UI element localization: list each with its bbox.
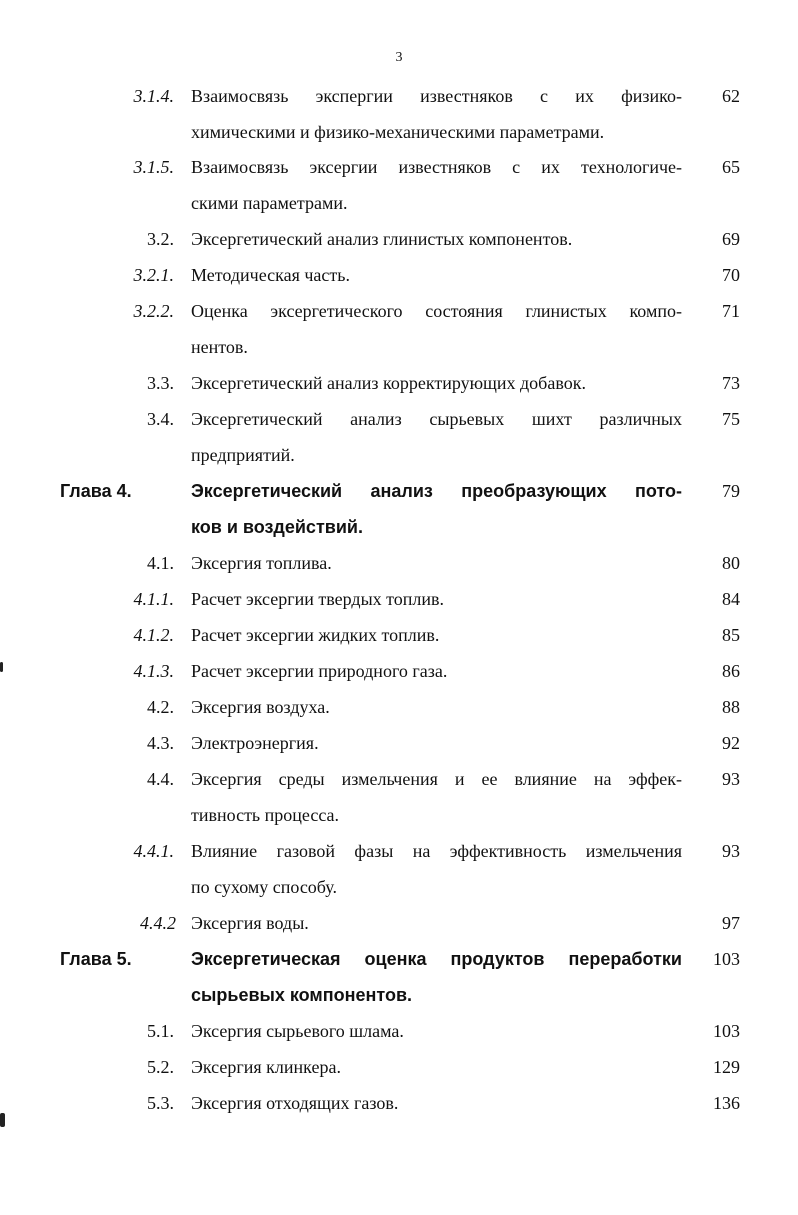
toc-entry-title-line: Эксергия сырьевого шлама. — [191, 1021, 404, 1041]
toc-entry-title-line: скими параметрами. — [191, 193, 348, 213]
toc-entry-number: 4.1.2. — [133, 625, 174, 645]
toc-entry-number: 5.1. — [147, 1021, 174, 1041]
chapter-number: Глава 5. — [60, 949, 132, 969]
toc-entry-page: 92 — [722, 733, 740, 753]
toc-entry-page: 71 — [722, 301, 740, 321]
chapter-title-line: Эксергетическая оценка продуктов переработки — [191, 949, 682, 969]
toc-entry-page: 103 — [713, 1021, 740, 1041]
toc-entry-number: 4.1.3. — [133, 661, 174, 681]
toc-entry-title-line: Оценка эксергетического состояния глинистых компо- — [191, 301, 682, 321]
toc-entry-title-line: Эксергетический анализ сырьевых шихт различных — [191, 409, 682, 429]
toc-entry-title-line: Эксергия отходящих газов. — [191, 1093, 399, 1113]
chapter-title-line: ков и воздействий. — [191, 517, 363, 537]
toc-entry-page: 70 — [722, 265, 740, 285]
toc-entry-title-line: Эксергия воздуха. — [191, 697, 330, 717]
toc-entry-title-line: Расчет эксергии природного газа. — [191, 661, 448, 681]
toc-entry-number: 4.1. — [147, 553, 174, 573]
toc-entry-number: 4.4. — [147, 769, 174, 789]
toc-entry-title-line: Методическая часть. — [191, 265, 350, 285]
scan-artifact — [0, 662, 3, 672]
toc-entry-title-line: Расчет эксергии жидких топлив. — [191, 625, 440, 645]
toc-entry-title-line: Эксергетический анализ глинистых компонентов. — [191, 229, 573, 249]
toc-entry-page: 103 — [713, 949, 740, 969]
toc-entry-title-line: химическими и физико-механическими параметрами. — [191, 122, 605, 142]
toc-entry-page: 79 — [722, 481, 740, 501]
toc-entry-number: 3.4. — [147, 409, 174, 429]
toc-entry-number: 3.2.2. — [133, 301, 174, 321]
toc-entry-title-line: Взаимосвязь экспергии известняков с их физико- — [191, 86, 682, 106]
toc-entry-page: 136 — [713, 1093, 740, 1113]
toc-entry-page: 69 — [722, 229, 740, 249]
chapter-title-line: сырьевых компонентов. — [191, 985, 413, 1005]
toc-entry-page: 80 — [722, 553, 740, 573]
toc-entry-number: 5.3. — [147, 1093, 174, 1113]
toc-entry-number: 4.3. — [147, 733, 174, 753]
toc-entry-number: 3.3. — [147, 373, 174, 393]
toc-entry-title-line: тивность процесса. — [191, 805, 340, 825]
toc-entry-title-line: по сухому способу. — [191, 877, 337, 897]
toc-entry-title-line: Эксергия среды измельчения и ее влияние на эффек- — [191, 769, 682, 789]
toc-entry-page: 88 — [722, 697, 740, 717]
toc-entry-number: 3.2. — [147, 229, 174, 249]
toc-entry-title-line: Эксергия воды. — [191, 913, 309, 933]
toc-entry-page: 129 — [713, 1057, 740, 1077]
toc-entry-number: 3.2.1. — [133, 265, 174, 285]
toc-entry-page: 93 — [722, 769, 740, 789]
toc-entry-page: 84 — [722, 589, 740, 609]
toc-entry-page: 93 — [722, 841, 740, 861]
toc-entry-title-line: Эксергия топлива. — [191, 553, 332, 573]
toc-entry-number: 4.2. — [147, 697, 174, 717]
toc-entry-number: 4.4.1. — [133, 841, 174, 861]
toc-entry-page: 62 — [722, 86, 740, 106]
toc-entry-page: 73 — [722, 373, 740, 393]
toc-entry-number: 3.1.5. — [133, 157, 174, 177]
toc-entry-page: 65 — [722, 157, 740, 177]
toc-entry-title-line: нентов. — [191, 337, 248, 357]
toc-entry-title-line: Влияние газовой фазы на эффективность измельчения — [191, 841, 682, 861]
toc-entry-title-line: Эксергия клинкера. — [191, 1057, 341, 1077]
toc-entry-page: 97 — [722, 913, 740, 933]
toc-entry-title-line: Расчет эксергии твердых топлив. — [191, 589, 445, 609]
toc-entry-page: 85 — [722, 625, 740, 645]
toc-entry-number: 4.1.1. — [133, 589, 174, 609]
toc-entry-number: 3.1.4. — [133, 86, 174, 106]
scan-artifact — [0, 1113, 5, 1127]
chapter-title-line: Эксергетический анализ преобразующих пото- — [191, 481, 682, 501]
toc-entry-page: 86 — [722, 661, 740, 681]
toc-entry-title-line: Взаимосвязь эксергии известняков с их технологиче- — [191, 157, 682, 177]
toc-entry-title-line: предприятий. — [191, 445, 295, 465]
toc-entry-title-line: Эксергетический анализ корректирующих добавок. — [191, 373, 586, 393]
chapter-number: Глава 4. — [60, 481, 132, 501]
toc-entry-title-line: Электроэнергия. — [191, 733, 319, 753]
page-number: 3 — [395, 50, 403, 65]
toc-entry-page: 75 — [722, 409, 740, 429]
toc-entry-number: 5.2. — [147, 1057, 174, 1077]
toc-entry-number: 4.4.2 — [140, 913, 176, 933]
